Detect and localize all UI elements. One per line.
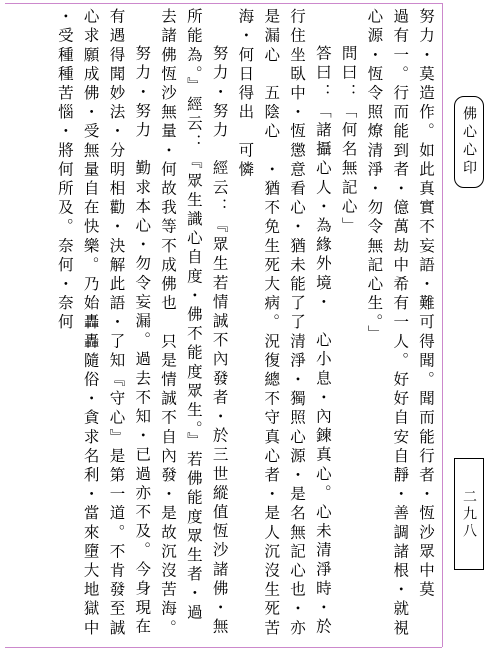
text-column: 有遇得聞妙法・分明相勸・決解此語・了知『守心』是第一道。不肯發至誠 (107, 8, 126, 639)
text-column: 所能為。』經云：『眾生識心自度・佛不能度眾生。』若佛能度眾生者・過 (184, 8, 203, 623)
text-column: 努力・努力 勤求本心・勿令妄漏。過去不知・已過亦不及。今身現在 (133, 45, 152, 638)
text-column: 問曰：「何名無記心」 (339, 45, 358, 237)
right-border (442, 3, 443, 647)
page-number: 二九八 (454, 458, 484, 570)
body-text (8, 8, 438, 644)
text-column: 努力・努力 經云：『眾生若情誠不內發者・於三世縱值恆沙諸佛・無 (210, 45, 229, 638)
bottom-border (5, 647, 442, 648)
text-column: 行住坐臥中・恆懲意看心・猶未能了了清淨・獨照心源・是名無記心也・亦 (288, 8, 307, 639)
text-column: 是漏心 五陰心 ・猶不免生死大病。況復總不守真心者・是人沉沒生死苦 (262, 8, 281, 639)
text-column: 海・何日得出 可憐 (236, 8, 255, 180)
text-column: 心求願成佛・受無量自在快樂。乃始轟轟隨俗・貪求名利・當來墮大地獄中 (81, 8, 100, 639)
text-column: 答曰：「諸攝心人・為緣外境・ 心小息・內鍊真心。心未清淨時・於 (313, 45, 332, 638)
book-title: 佛心心印 (454, 96, 484, 188)
text-column: ・受種種苦惱・將何所及。奈何・奈何 (55, 8, 74, 333)
top-border (5, 3, 442, 4)
text-column: 努力・莫造作。如此真實不妄語・難可得聞。聞而能行者・恆沙眾中莫 (417, 8, 435, 601)
text-column: 過有一。行而能到者・億萬劫中希有一人。好好自安自靜・善調諸根・就視 (391, 8, 410, 639)
text-column: 心源・恆令照燎清淨・勿令無記心生。」 (365, 8, 384, 345)
text-column: 去諸佛恆沙無量・何故我等不成佛也 只是情誠不自內發・是故沉沒苦海。 (159, 8, 178, 639)
